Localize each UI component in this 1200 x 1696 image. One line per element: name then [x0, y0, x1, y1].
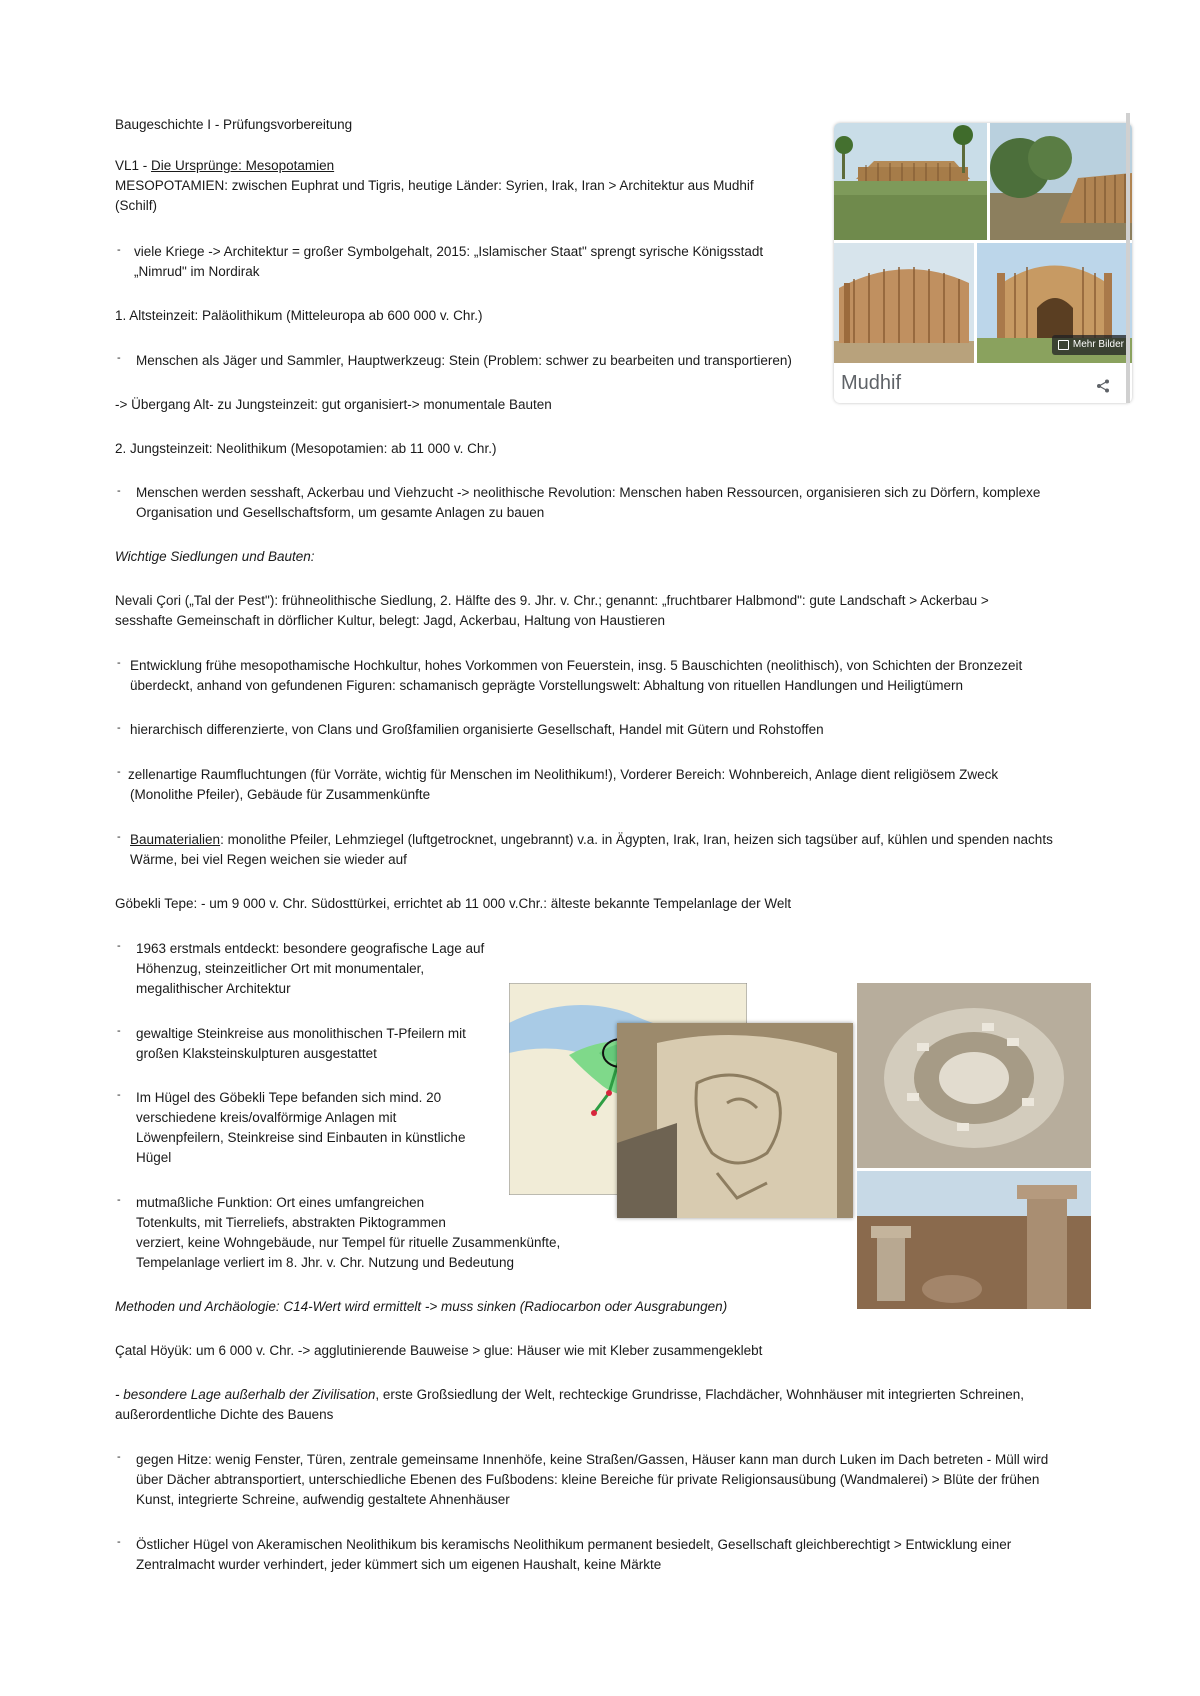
- bullet-marker: -: [117, 1025, 121, 1037]
- mudhif-photo-hall[interactable]: [834, 243, 974, 363]
- entw-line1: Entwicklung frühe mesopothamische Hochkultur, hohes Vorkommen von Feuerstein, insg. 5 Bauschichten (neolithisch), von Schichten der Bronzezeit: [130, 658, 1023, 673]
- nevali-line2: sesshafte Gemeinschaft in dörflicher Kultur, belegt: Jagd, Ackerbau, Haltung von Haustieren: [115, 613, 666, 628]
- bullet-marker: -: [117, 352, 121, 364]
- bullet-marker: -: [117, 722, 121, 734]
- baumaterialien-label: Baumaterialien: [130, 832, 221, 847]
- nevali-line1: Nevali Çori („Tal der Pest"): frühneolithische Siedlung, 2. Hälfte des 9. Jhr. v. Chr.; genannt: „fruchtbarer Halbmond": gute Landschaft > Ackerbau >: [115, 593, 989, 608]
- g3-line4: Hügel: [136, 1150, 172, 1165]
- goebekli-collage: [509, 983, 1091, 1309]
- g3-line2: verschiedene kreis/ovalförmige Anlagen mit: [136, 1110, 397, 1125]
- hitze-line2: über Dächer abtransportiert, unterschiedliche Ebenen des Fußbodens: kleine Bereiche für private Religionsausübung (Wandmalerei) > Blüte der frühen: [136, 1472, 1040, 1487]
- g3-line1: Im Hügel des Göbekli Tepe befanden sich mind. 20: [136, 1090, 442, 1105]
- sesshaft-line2: Organisation und Gesellschaftsform, um gesamte Anlagen zu bauen: [136, 505, 545, 520]
- g2-line2: großen Klaksteinskulpturen ausgestattet: [136, 1046, 377, 1061]
- catal-heading: Çatal Höyük: um 6 000 v. Chr. -> agglutinierende Bauweise > glue: Häuser wie mit Kleber zusammengeklebt: [115, 1343, 763, 1358]
- meso-intro-line2: (Schilf): [115, 198, 158, 213]
- bullet-marker: -: [117, 657, 121, 669]
- g2-line1: gewaltige Steinkreise aus monolithischen T-Pfeilern mit: [136, 1026, 466, 1041]
- bullet-marker: -: [117, 1194, 121, 1206]
- hier-text: hierarchisch differenzierte, von Clans und Großfamilien organisierte Gesellschaft, Handel mit Gütern und Rohstoffen: [130, 722, 824, 737]
- kriege-line1: viele Kriege -> Architektur = großer Symbolgehalt, 2015: „Islamischer Staat" sprengt syrische Königsstadt: [134, 244, 764, 259]
- hitze-line1: gegen Hitze: wenig Fenster, Türen, zentrale gemeinsame Innenhöfe, keine Straßen/Gassen, Häuser kann man durch Luken im Dach betreten - Müll wird: [136, 1452, 1049, 1467]
- vl1-link[interactable]: Die Ursprünge: Mesopotamien: [151, 158, 335, 173]
- g4-line1: mutmaßliche Funktion: Ort eines umfangreichen: [136, 1195, 425, 1210]
- more-images-button[interactable]: [1052, 335, 1130, 355]
- lage-italic: - besondere Lage außerhalb der Zivilisation: [115, 1387, 376, 1402]
- g3-line3: Löwenpfeilern, Steinkreise sind Einbauten in künstliche: [136, 1130, 466, 1145]
- bullet-marker: -: [117, 1451, 121, 1463]
- vl1-heading: [115, 156, 334, 176]
- mudhif-title: Mudhif: [841, 372, 902, 394]
- sesshaft-line1: Menschen werden sesshaft, Ackerbau und Viehzucht -> neolithische Revolution: Menschen haben Ressourcen, organisieren sich zu Dörfern, komplexe: [136, 485, 1041, 500]
- panel-scroll-edge: [1126, 113, 1130, 403]
- uebergang-text: -> Übergang Alt- zu Jungsteinzeit: gut organisiert-> monumentale Bauten: [115, 397, 552, 412]
- g4-line2: Totenkults, mit Tierreliefs, abstrakten Piktogrammen: [136, 1215, 446, 1230]
- g1-line3: megalithischer Architektur: [136, 981, 291, 996]
- meso-intro-line1: MESOPOTAMIEN: zwischen Euphrat und Tigris, heutige Länder: Syrien, Irak, Iran > Architektur aus Mudhif: [115, 178, 754, 193]
- lage-line1: [115, 1385, 1024, 1405]
- goebekli-heading: Göbekli Tepe: - um 9 000 v. Chr. Südosttürkei, errichtet ab 11 000 v.Chr.: älteste bekannte Tempelanlage der Welt: [115, 896, 792, 911]
- lage-text: , erste Großsiedlung der Welt, rechteckige Grundrisse, Flachdächer, Wohnhäuser mit integrierten Schreinen,: [375, 1387, 1024, 1402]
- bau-text: : monolithe Pfeiler, Lehmziegel (luftgetrocknet, ungebrannt) v.a. in Ägypten, Irak, Iran, heizen sich tagsüber auf, kühlen und spenden nachts: [220, 832, 1053, 847]
- zell-line1: zellenartige Raumfluchtungen (für Vorräte, wichtig für Menschen im Neolithikum!), Vorderer Bereich: Wohnbereich, Anlage dient religiösem Zweck: [128, 767, 999, 782]
- g1-line2: Höhenzug, steinzeitlicher Ort mit monumentaler,: [136, 961, 425, 976]
- hitze-line3: Kunst, integrierte Schreine, aufwendig gestaltete Ahnenhäuser: [136, 1492, 510, 1507]
- jungsteinzeit-heading: 2. Jungsteinzeit: Neolithikum (Mesopotamien: ab 11 000 v. Chr.): [115, 441, 497, 456]
- g4-line4: Tempelanlage verliert im 8. Jhr. v. Chr. Nutzung und Bedeutung: [136, 1255, 514, 1270]
- bullet-marker: -: [117, 766, 121, 778]
- entw-line2: überdeckt, anhand von gefundenen Figuren: schamanisch geprägte Vorstellungswelt: Abhaltung von rituellen Handlungen und Heiligtümern: [130, 678, 964, 693]
- mudhif-photo-entrance[interactable]: [977, 243, 1132, 363]
- mudhif-photo-side[interactable]: [990, 123, 1132, 240]
- bullet-marker: -: [117, 1536, 121, 1548]
- bullet-marker: -: [117, 244, 121, 256]
- altsteinzeit-heading: 1. Altsteinzeit: Paläolithikum (Mitteleuropa ab 600 000 v. Chr.): [115, 308, 483, 323]
- lage-line2: außerordentliche Dichte des Bauens: [115, 1407, 334, 1422]
- vl1-prefix: VL1 -: [115, 158, 152, 173]
- mudhif-image-panel[interactable]: [834, 123, 1132, 403]
- bau-line2: Wärme, bei viel Regen weichen sie wieder auf: [130, 852, 407, 867]
- doc-title: Baugeschichte I - Prüfungsvorbereitung: [115, 117, 353, 132]
- kriege-line2: „Nimrud" im Nordirak: [134, 264, 260, 279]
- g4-line3: verziert, keine Wohngebäude, nur Tempel für rituelle Zusammenkünfte,: [136, 1235, 561, 1250]
- bullet-marker: -: [117, 485, 121, 497]
- methoden-text: Methoden und Archäologie: C14-Wert wird ermittelt -> muss sinken (Radiocarbon oder Ausgrabungen): [115, 1299, 728, 1314]
- bullet-marker: -: [117, 940, 121, 952]
- stone-circle-aerial-photo: [857, 983, 1091, 1168]
- share-icon[interactable]: [1096, 379, 1110, 393]
- oest-line2: Zentralmacht wurder verhindert, jeder kümmert sich um eigenen Haushalt, keine Märkte: [136, 1557, 662, 1572]
- jaeger-text: Menschen als Jäger und Sammler, Hauptwerkzeug: Stein (Problem: schwer zu bearbeiten und transportieren): [136, 353, 792, 368]
- g1-line1: 1963 erstmals entdeckt: besondere geografische Lage auf: [136, 941, 485, 956]
- image-stack-icon: [1058, 340, 1069, 350]
- oest-line1: Östlicher Hügel von Akeramischen Neolithikum bis keramischs Neolithikum permanent besiedelt, Gesellschaft gleichberechtigt > Entwicklung einer: [136, 1537, 1012, 1552]
- bullet-marker: -: [117, 1089, 121, 1101]
- more-images-label: Mehr Bilder: [1072, 339, 1124, 350]
- wichtige-heading: Wichtige Siedlungen und Bauten:: [115, 549, 315, 564]
- bau-line1: [130, 830, 1053, 850]
- mudhif-photo-water[interactable]: [834, 123, 987, 240]
- bullet-marker: -: [117, 831, 121, 843]
- zell-line2: (Monolithe Pfeiler), Gebäude für Zusammenkünfte: [130, 787, 431, 802]
- t-pillars-photo: [857, 1171, 1091, 1309]
- animal-relief-photo: [617, 1023, 853, 1218]
